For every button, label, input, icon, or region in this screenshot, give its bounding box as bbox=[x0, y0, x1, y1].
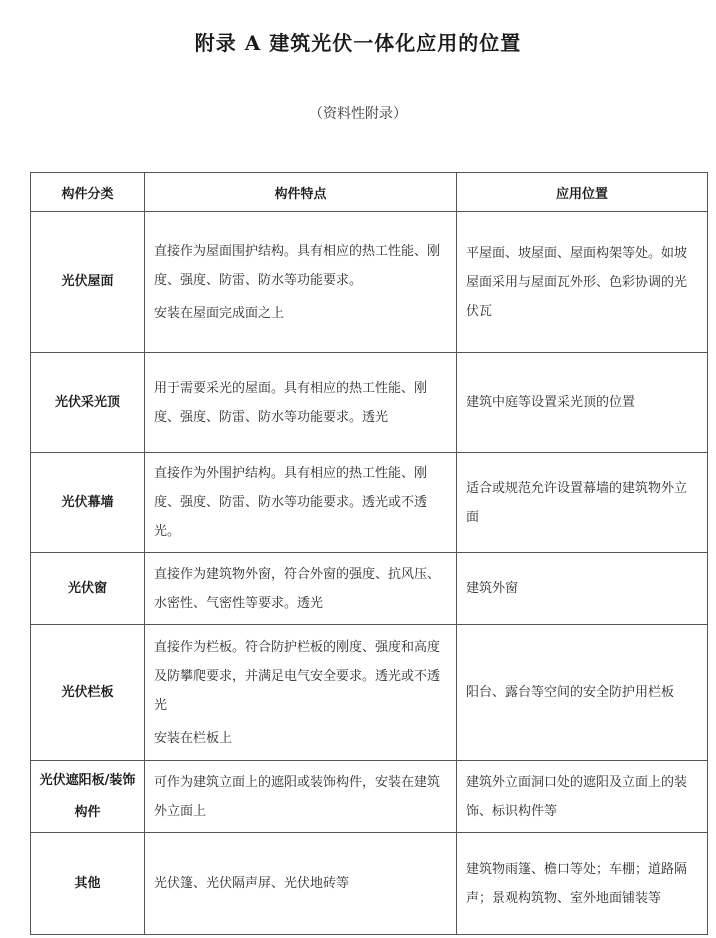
row-position bbox=[457, 353, 708, 453]
row-position bbox=[457, 212, 708, 353]
table-row bbox=[31, 212, 708, 353]
table-row bbox=[31, 833, 708, 935]
row-feature bbox=[145, 761, 457, 833]
row-category: 其他 bbox=[31, 833, 145, 935]
feature-text: 可作为建筑立面上的遮阳或装饰构件，安装在建筑外立面上 bbox=[154, 774, 441, 819]
row-category: 光伏窗 bbox=[31, 553, 145, 625]
feature-text: 光伏篷、光伏隔声屏、光伏地砖等 bbox=[154, 876, 350, 891]
header-category: 构件分类 bbox=[31, 173, 145, 212]
row-feature bbox=[145, 453, 457, 553]
row-category: 光伏栏板 bbox=[31, 625, 145, 761]
feature-text: 直接作为外围护结构。具有相应的热工性能、刚度、强度、防雷、防水等功能要求。透光或不透光。 bbox=[154, 466, 428, 539]
position-text: 平屋面、坡屋面、屋面构架等处。如坡屋面采用与屋面瓦外形、色彩协调的光伏瓦 bbox=[466, 245, 688, 319]
position-text: 建筑物雨篷、檐口等处；车棚；道路隔声；景观构筑物、室外地面铺装等 bbox=[466, 861, 688, 906]
row-category: 光伏幕墙 bbox=[31, 453, 145, 553]
feature-text: 用于需要采光的屋面。具有相应的热工性能、刚度、强度、防雷、防水等功能要求。透光 bbox=[154, 380, 428, 425]
feature-text: 直接作为屋面围护结构。具有相应的热工性能、刚度、强度、防雷、防水等功能要求。 bbox=[154, 243, 441, 288]
row-feature bbox=[145, 212, 457, 353]
row-position bbox=[457, 761, 708, 833]
feature-note: 安装在栏板上 bbox=[154, 730, 233, 746]
table-row bbox=[31, 553, 708, 625]
row-feature bbox=[145, 833, 457, 935]
position-text: 建筑外窗 bbox=[466, 581, 519, 596]
table-row bbox=[31, 453, 708, 553]
row-position bbox=[457, 553, 708, 625]
position-text: 建筑外立面洞口处的遮阳及立面上的装饰、标识构件等 bbox=[466, 774, 688, 819]
page-subtitle: （资料性附录） bbox=[309, 106, 407, 122]
table-row bbox=[31, 761, 708, 833]
feature-text: 直接作为建筑物外窗，符合外窗的强度、抗风压、水密性、气密性等要求。透光 bbox=[154, 566, 441, 611]
row-position bbox=[457, 833, 708, 935]
header-feature: 构件特点 bbox=[145, 173, 457, 212]
feature-text: 直接作为栏板。符合防护栏板的刚度、强度和高度及防攀爬要求，并满足电气安全要求。透光或不透光 bbox=[154, 639, 441, 713]
row-category: 光伏遮阳板/装饰构件 bbox=[31, 761, 145, 833]
row-position bbox=[457, 453, 708, 553]
table-row bbox=[31, 625, 708, 761]
application-position-table bbox=[30, 172, 708, 935]
position-text: 阳台、露台等空间的安全防护用栏板 bbox=[466, 685, 675, 700]
row-feature bbox=[145, 353, 457, 453]
row-position bbox=[457, 625, 708, 761]
row-feature bbox=[145, 553, 457, 625]
header-position: 应用位置 bbox=[457, 173, 708, 212]
table-row bbox=[31, 353, 708, 453]
page-title: 附录 A 建筑光伏一体化应用的位置 bbox=[194, 31, 522, 55]
row-feature bbox=[145, 625, 457, 761]
row-category: 光伏采光顶 bbox=[31, 353, 145, 453]
position-text: 建筑中庭等设置采光顶的位置 bbox=[466, 395, 636, 410]
feature-note: 安装在屋面完成面之上 bbox=[154, 305, 285, 321]
position-text: 适合或规范允许设置幕墙的建筑物外立面 bbox=[466, 480, 688, 525]
table-header-row bbox=[31, 173, 708, 212]
row-category: 光伏屋面 bbox=[31, 212, 145, 353]
